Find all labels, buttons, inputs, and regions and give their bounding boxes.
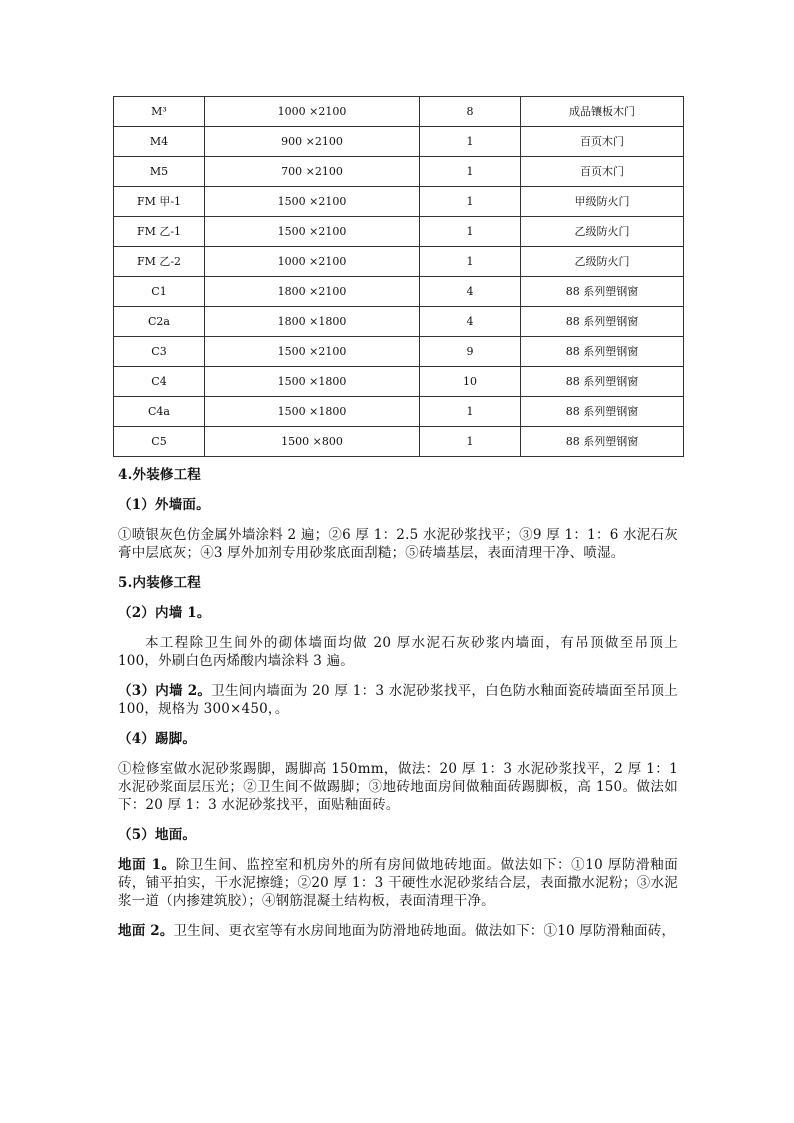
table-cell-count: 9: [420, 337, 521, 367]
floor-1-text: 除卫生间、监控室和机房外的所有房间做地砖地面。做法如下：①10 厚防滑釉面砖，铺平拍实，干水泥擦缝；②20 厚 1：3 干硬性水泥砂浆结合层，表面撒水泥粉；③水泥浆一道（内掺建筑胶）；④钢筋混凝土结构板，表面清理干净。: [118, 857, 678, 909]
interior-wall-2-text: 卫生间内墙面为 20 厚 1：3 水泥砂浆找平，白色防水釉面瓷砖墙面至吊顶上 100，规格为 300×450，。: [118, 683, 678, 717]
table-row: [114, 247, 684, 277]
table-row: [114, 217, 684, 247]
section-5-heading: 5.内装修工程: [118, 575, 201, 591]
table-cell-code: M4: [114, 127, 205, 157]
table-cell-type: 甲级防火门: [521, 187, 684, 217]
section-4-heading: 4.外装修工程: [118, 467, 201, 483]
table-cell-size: 1800 ×1800: [205, 307, 420, 337]
table-cell-code: C2a: [114, 307, 205, 337]
table-row: [114, 427, 684, 457]
table-cell-size: 1000 ×2100: [205, 247, 420, 277]
interior-wall-2-paragraph: [118, 682, 678, 718]
interior-wall-2-label: （3）内墙 2。: [118, 683, 212, 699]
table-cell-type: 乙级防火门: [521, 247, 684, 277]
table-cell-count: 10: [420, 367, 521, 397]
table-row: [114, 277, 684, 307]
exterior-wall-heading: （1）外墙面。: [118, 497, 210, 513]
table-cell-type: 88 系列塑钢窗: [521, 397, 684, 427]
table-cell-code: C4a: [114, 397, 205, 427]
table-cell-count: 8: [420, 97, 521, 127]
door-window-table: [113, 96, 684, 457]
table-cell-size: 1500 ×2100: [205, 217, 420, 247]
table-row: [114, 157, 684, 187]
table-cell-count: 1: [420, 157, 521, 187]
door-window-table-body: [114, 97, 684, 457]
table-cell-code: FM 乙-2: [114, 247, 205, 277]
table-cell-code: C1: [114, 277, 205, 307]
table-row: [114, 337, 684, 367]
table-cell-type: 百页木门: [521, 157, 684, 187]
table-cell-type: 成品镶板木门: [521, 97, 684, 127]
table-cell-count: 4: [420, 307, 521, 337]
table-cell-type: 88 系列塑钢窗: [521, 307, 684, 337]
table-cell-code: C4: [114, 367, 205, 397]
table-cell-code: M³: [114, 97, 205, 127]
table-cell-size: 1500 ×2100: [205, 187, 420, 217]
table-row: [114, 397, 684, 427]
table-cell-count: 1: [420, 247, 521, 277]
table-row: [114, 367, 684, 397]
floor-1-label: 地面 1。: [118, 857, 176, 873]
table-row: [114, 307, 684, 337]
floor-2-text: 卫生间、更衣室等有水房间地面为防滑地砖地面。做法如下：①10 厚防滑釉面砖，: [173, 923, 676, 939]
table-cell-count: 1: [420, 217, 521, 247]
table-cell-code: M5: [114, 157, 205, 187]
table-cell-type: 88 系列塑钢窗: [521, 277, 684, 307]
skirting-heading: （4）踢脚。: [118, 731, 197, 747]
floor-2-paragraph: [118, 922, 678, 940]
table-cell-size: 700 ×2100: [205, 157, 420, 187]
table-cell-size: 1800 ×2100: [205, 277, 420, 307]
table-cell-code: C3: [114, 337, 205, 367]
interior-wall-1-paragraph: 本工程除卫生间外的砌体墙面均做 20 厚水泥石灰砂浆内墙面，有吊顶做至吊顶上 100，外刷白色丙烯酸内墙涂料 3 遍。: [118, 635, 678, 669]
table-cell-size: 900 ×2100: [205, 127, 420, 157]
skirting-paragraph: ①检修室做水泥砂浆踢脚，踢脚高 150mm，做法：20 厚 1：3 水泥砂浆找平，2 厚 1：1 水泥砂浆面层压光；②卫生间不做踢脚；③地砖地面房间做釉面砖踢脚板，高 150。做法如下：20 厚 1：3 水泥砂浆找平，面贴釉面砖。: [118, 761, 678, 813]
floor-1-paragraph: [118, 856, 678, 910]
table-cell-type: 88 系列塑钢窗: [521, 337, 684, 367]
table-cell-type: 88 系列塑钢窗: [521, 367, 684, 397]
table-cell-type: 乙级防火门: [521, 217, 684, 247]
table-cell-count: 4: [420, 277, 521, 307]
table-cell-size: 1000 ×2100: [205, 97, 420, 127]
table-cell-code: FM 甲-1: [114, 187, 205, 217]
table-cell-type: 88 系列塑钢窗: [521, 427, 684, 457]
table-cell-size: 1500 ×800: [205, 427, 420, 457]
table-cell-code: C5: [114, 427, 205, 457]
floor-heading: （5）地面。: [118, 827, 197, 843]
table-cell-size: 1500 ×2100: [205, 337, 420, 367]
exterior-wall-paragraph: ①喷银灰色仿金属外墙涂料 2 遍；②6 厚 1：2.5 水泥砂浆找平；③9 厚 1：1：6 水泥石灰膏中层底灰；④3 厚外加剂专用砂浆底面刮糙；⑤砖墙基层，表面清理干净、喷湿。: [118, 527, 678, 561]
table-cell-size: 1500 ×1800: [205, 367, 420, 397]
table-cell-size: 1500 ×1800: [205, 397, 420, 427]
table-cell-count: 1: [420, 187, 521, 217]
table-cell-type: 百页木门: [521, 127, 684, 157]
table-row: [114, 97, 684, 127]
table-cell-count: 1: [420, 427, 521, 457]
table-row: [114, 127, 684, 157]
table-cell-count: 1: [420, 127, 521, 157]
table-cell-code: FM 乙-1: [114, 217, 205, 247]
body-text: [118, 466, 678, 952]
floor-2-label: 地面 2。: [118, 923, 174, 939]
table-cell-count: 1: [420, 397, 521, 427]
table-row: [114, 187, 684, 217]
interior-wall-1-heading: （2）内墙 1。: [118, 605, 211, 621]
